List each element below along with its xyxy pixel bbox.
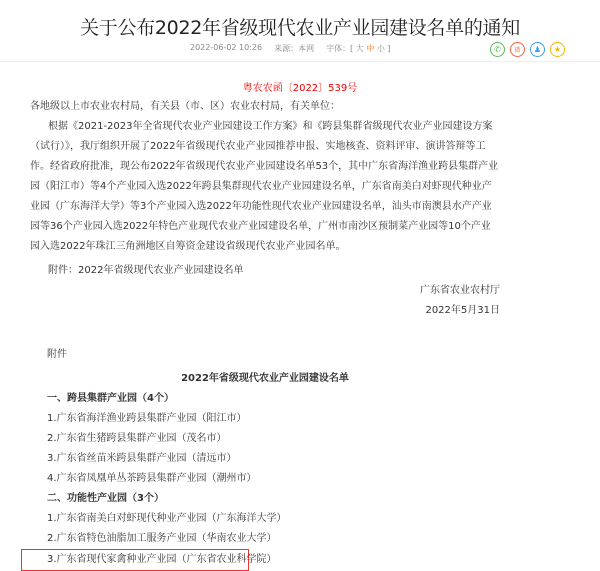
font-label: 字体：[ <box>326 44 354 53</box>
document-number: 粤农农函〔2022〕539号 <box>242 83 358 94</box>
attachment-label: 附件 <box>47 349 67 360</box>
section-heading: 二、功能性产业园（3个） <box>47 493 164 504</box>
list-item: 2.广东省特色油脂加工服务产业园（华南农业大学） <box>47 533 277 544</box>
font-small-link[interactable]: 小 <box>376 44 385 53</box>
section-heading: 一、跨县集群产业园（4个） <box>47 393 174 404</box>
source: 来源：本网 <box>274 44 315 53</box>
font-medium-link[interactable]: 中 <box>366 44 375 53</box>
signature-org: 广东省农业农村厅 <box>420 285 500 296</box>
list-item-highlighted: 3.广东省现代家禽种业产业园（广东省农业科学院） <box>47 554 277 565</box>
signature-date: 2022年5月31日 <box>425 305 500 316</box>
salutation: 各地级以上市农业农村局，有关县（市、区）农业农村局，有关单位： <box>30 101 340 112</box>
list-item: 1.广东省海洋渔业跨县集群产业园（阳江市） <box>47 413 247 424</box>
font-close: ] <box>387 44 391 53</box>
list-item: 2.广东省生猪跨县集群产业园（茂名市） <box>47 433 227 444</box>
publish-datetime: 2022-06-02 10:26 <box>190 43 263 52</box>
body-paragraph: 根据《2021-2023年全省现代农业产业园建设工作方案》和《跨县集群省级现代农业产业园建设方案（试行）》，我厅组织开展了2022年省级现代农业产业园推荐申报、实地核查、资料评审、演讲答辩等工作。经省政府批准，现公布2022年省级现代农业产业园建设名单53个，其中广东省海洋渔业跨县集群产业园（阳江市）等4个产业园入选2022年跨县集群现代农业产业园建设名单，广东省南美白对虾现代种业产业园（广东海洋大学）等3个产业园入选2022年功能性现代农业产业园建设名单，汕头市南澳县水产产业园等36个产业园入选2022年特色产业现代农业产业园建设名单，广州市南沙区预制菜产业园等10个产业园入选2022年珠江三角洲地区自筹资金建设省级现代农业产业园名单。 <box>30 121 499 252</box>
list-item: 3.广东省丝苗米跨县集群产业园（清远市） <box>47 453 237 464</box>
article-body <box>30 97 500 571</box>
attachment-line[interactable]: 附件：2022年省级现代农业产业园建设名单 <box>48 265 244 276</box>
divider <box>0 61 600 62</box>
list-item: 1.广东省南美白对虾现代种业产业园（广东海洋大学） <box>47 513 287 524</box>
wechat-icon[interactable]: ✆ <box>490 42 505 57</box>
article-meta <box>190 43 391 54</box>
font-size-switcher <box>326 43 390 54</box>
list-item: 4.广东省凤凰单丛茶跨县集群产业园（潮州市） <box>47 473 257 484</box>
font-large-link[interactable]: 大 <box>355 44 364 53</box>
qq-icon[interactable]: ♟ <box>530 42 545 57</box>
page-title: 关于公布2022年省级现代农业产业园建设名单的通知 <box>80 17 520 39</box>
weibo-icon[interactable]: 微 <box>510 42 525 57</box>
highlight-box <box>21 549 277 571</box>
favorite-icon[interactable]: ★ <box>550 42 565 57</box>
list-title: 2022年省级现代农业产业园建设名单 <box>181 373 349 384</box>
share-bar <box>490 42 565 57</box>
